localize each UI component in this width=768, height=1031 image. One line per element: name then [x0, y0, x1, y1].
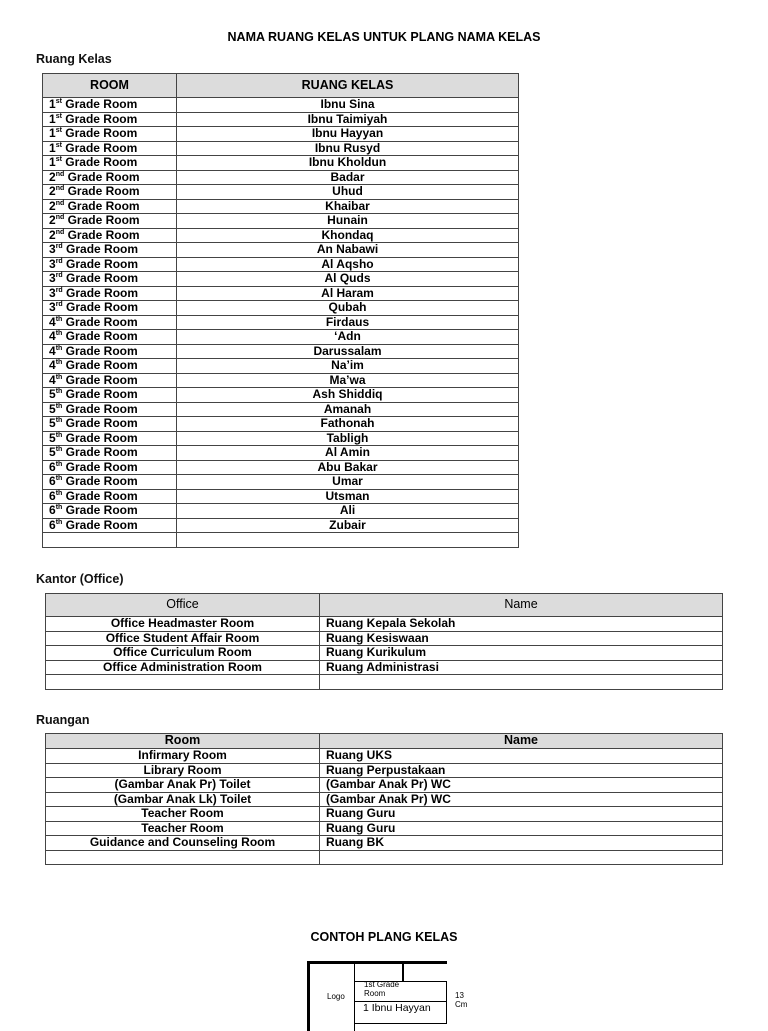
grade-room-label: Grade Room [67, 169, 140, 184]
grade-room-label: Grade Room [66, 285, 139, 300]
empty-row [43, 533, 519, 548]
grade-number: 2 [49, 184, 56, 198]
ruang-kelas-cell: Al Quds [177, 272, 519, 287]
ruang-kelas-cell: An Nabawi [177, 243, 519, 258]
ruangan-table [45, 733, 723, 865]
grade-number: 4 [49, 358, 56, 372]
sign-size-label: 13 Cm [455, 991, 468, 1009]
room-cell [43, 257, 177, 272]
grade-room-label: Grade Room [67, 213, 140, 227]
document-title: NAMA RUANG KELAS UNTUK PLANG NAMA KELAS [227, 30, 541, 44]
grade-room-label: Grade Room [65, 358, 138, 372]
table-row [43, 446, 519, 461]
ruang-kelas-cell: Ma’wa [177, 373, 519, 388]
grade-number: 1 [49, 97, 56, 111]
room-cell [43, 431, 177, 446]
ruang-kelas-cell: Uhud [177, 185, 519, 200]
table-row [46, 631, 723, 646]
grade-number: 6 [49, 488, 56, 503]
table-row [43, 518, 519, 533]
grade-number: 3 [49, 242, 56, 256]
room-cell [43, 199, 177, 214]
room-cell [43, 518, 177, 533]
table-row [43, 504, 519, 519]
room-cell: Infirmary Room [46, 749, 320, 764]
grade-ordinal: st [55, 156, 62, 163]
table-row [43, 286, 519, 301]
table-row [46, 617, 723, 632]
ruang-kelas-cell: Ibnu Kholdun [177, 156, 519, 171]
column-header-room: ROOM [43, 74, 177, 98]
name-cell: Ruang Kepala Sekolah [320, 617, 723, 632]
room-cell [43, 475, 177, 490]
ruang-kelas-cell: Na’im [177, 359, 519, 374]
room-cell [43, 446, 177, 461]
grade-ordinal: th [55, 431, 63, 439]
empty-row [46, 850, 723, 865]
ruang-kelas-cell: Khaibar [177, 199, 519, 214]
room-cell [43, 170, 177, 185]
sign-divider-top [402, 961, 404, 981]
grade-room-label: Grade Room [65, 111, 138, 126]
ruang-kelas-cell: Ibnu Taimiyah [177, 112, 519, 127]
grade-room-label: Grade Room [65, 329, 138, 343]
grade-ordinal: rd [55, 272, 63, 279]
grade-ordinal: nd [55, 185, 65, 192]
table-row [43, 344, 519, 359]
grade-number: 5 [49, 430, 56, 445]
grade-room-label: Grade Room [66, 300, 139, 314]
table-row [43, 228, 519, 243]
room-cell: Office Administration Room [46, 660, 320, 675]
grade-room-label: Grade Room [65, 126, 138, 140]
grade-number: 1 [49, 126, 56, 140]
grade-ordinal: th [55, 402, 63, 410]
grade-ordinal: th [55, 460, 63, 468]
grade-ordinal: th [55, 489, 63, 497]
grade-number: 3 [49, 271, 56, 285]
table-row [43, 402, 519, 417]
name-cell: (Gambar Anak Pr) WC [320, 778, 723, 793]
column-header-office: Office [46, 594, 320, 617]
ruang-kelas-cell: Ibnu Hayyan [177, 127, 519, 142]
grade-ordinal: th [55, 446, 63, 453]
table-row [43, 243, 519, 258]
sign-right-border [446, 981, 447, 1024]
room-cell [43, 359, 177, 374]
table-row [43, 330, 519, 345]
grade-ordinal: nd [55, 228, 65, 236]
column-header-name: Name [320, 594, 723, 617]
room-cell [43, 460, 177, 475]
room-cell [43, 112, 177, 127]
room-cell: Office Student Affair Room [46, 631, 320, 646]
table-row [43, 185, 519, 200]
grade-ordinal: rd [55, 286, 63, 294]
grade-room-label: Grade Room [67, 198, 140, 213]
table-row [43, 112, 519, 127]
room-cell: Library Room [46, 763, 320, 778]
grade-number: 2 [49, 169, 56, 184]
grade-number: 4 [49, 343, 56, 358]
table-row [43, 301, 519, 316]
table-row [46, 646, 723, 661]
grade-ordinal: rd [55, 243, 63, 250]
table-row [43, 272, 519, 287]
grade-ordinal: st [55, 98, 62, 105]
room-cell [43, 272, 177, 287]
grade-ordinal: th [55, 359, 63, 366]
section-ruangan: Ruangan [36, 713, 90, 727]
table-row [43, 170, 519, 185]
grade-room-label: Grade Room [65, 387, 138, 401]
grade-ordinal: th [55, 330, 63, 337]
grade-room-label: Grade Room [65, 430, 138, 445]
grade-number: 5 [49, 445, 56, 459]
name-cell: Ruang Kurikulum [320, 646, 723, 661]
table-row [46, 836, 723, 851]
room-cell [43, 127, 177, 142]
sign-room-name: 1 Ibnu Hayyan [363, 1002, 431, 1014]
name-cell: (Gambar Anak Pr) WC [320, 792, 723, 807]
empty-cell [46, 850, 320, 865]
room-cell [43, 315, 177, 330]
grade-ordinal: th [55, 475, 63, 482]
table-row [46, 749, 723, 764]
table-row [43, 315, 519, 330]
name-cell: Ruang Guru [320, 807, 723, 822]
empty-row [46, 675, 723, 690]
table-row [46, 763, 723, 778]
grade-ordinal: nd [55, 214, 65, 221]
grade-number: 1 [49, 155, 56, 169]
ruang-kelas-cell: Khondaq [177, 228, 519, 243]
grade-number: 4 [49, 372, 56, 387]
grade-room-label: Grade Room [65, 474, 138, 488]
grade-room-label: Grade Room [65, 459, 138, 474]
ruang-kelas-cell: Fathonah [177, 417, 519, 432]
ruang-kelas-cell: Tabligh [177, 431, 519, 446]
table-row [46, 821, 723, 836]
grade-ordinal: st [55, 141, 62, 149]
empty-cell [46, 675, 320, 690]
grade-number: 6 [49, 474, 56, 488]
table-row [43, 359, 519, 374]
grade-ordinal: st [55, 112, 62, 120]
section-kantor-office: Kantor (Office) [36, 572, 124, 586]
grade-ordinal: rd [55, 301, 63, 308]
room-cell [43, 228, 177, 243]
grade-number: 5 [49, 401, 56, 416]
room-cell: Office Headmaster Room [46, 617, 320, 632]
ruang-kelas-cell: Al Haram [177, 286, 519, 301]
name-cell: Ruang Kesiswaan [320, 631, 723, 646]
room-cell: (Gambar Anak Pr) Toilet [46, 778, 320, 793]
section-ruang-kelas: Ruang Kelas [36, 52, 112, 66]
ruang-kelas-cell: Ibnu Sina [177, 98, 519, 113]
grade-room-label: Grade Room [66, 242, 139, 256]
grade-room-label: Grade Room [65, 416, 138, 430]
sign-grade-room-label: 1st Grade Room [364, 980, 400, 998]
grade-ordinal: th [55, 518, 63, 526]
grade-ordinal: nd [55, 199, 65, 207]
grade-number: 2 [49, 213, 56, 227]
table-row [43, 127, 519, 142]
room-cell [43, 504, 177, 519]
room-cell [43, 243, 177, 258]
room-cell: Teacher Room [46, 821, 320, 836]
grade-room-label: Grade Room [66, 271, 139, 285]
room-cell [43, 301, 177, 316]
grade-number: 6 [49, 459, 56, 474]
grade-ordinal: th [55, 504, 63, 511]
ruang-kelas-cell: ‘Adn [177, 330, 519, 345]
room-cell [43, 402, 177, 417]
contoh-title: CONTOH PLANG KELAS [310, 930, 458, 944]
room-cell: (Gambar Anak Lk) Toilet [46, 792, 320, 807]
room-cell [43, 156, 177, 171]
column-header-room: Room [46, 734, 320, 749]
grade-room-label: Grade Room [65, 155, 138, 169]
ruang-kelas-table [42, 73, 519, 548]
name-cell: Ruang Perpustakaan [320, 763, 723, 778]
room-cell [43, 330, 177, 345]
grade-room-label: Grade Room [65, 401, 138, 416]
grade-number: 5 [49, 387, 56, 401]
grade-ordinal: th [55, 373, 63, 381]
grade-room-label: Grade Room [65, 488, 138, 503]
grade-number: 4 [49, 314, 56, 329]
column-header-ruang-kelas: RUANG KELAS [177, 74, 519, 98]
grade-number: 2 [49, 198, 56, 213]
grade-ordinal: st [55, 127, 62, 134]
table-row [43, 475, 519, 490]
sign-divider [354, 961, 355, 1031]
grade-number: 2 [49, 227, 56, 242]
grade-room-label: Grade Room [66, 256, 139, 271]
table-row [43, 460, 519, 475]
grade-ordinal: th [55, 344, 63, 352]
table-row [46, 778, 723, 793]
grade-number: 3 [49, 285, 56, 300]
sign-top-border [307, 961, 447, 964]
empty-cell [177, 533, 519, 548]
ruang-kelas-cell: Abu Bakar [177, 460, 519, 475]
grade-ordinal: th [55, 388, 63, 395]
grade-number: 5 [49, 416, 56, 430]
grade-ordinal: rd [55, 257, 63, 265]
table-row [43, 199, 519, 214]
ruang-kelas-cell: Darussalam [177, 344, 519, 359]
ruang-kelas-cell: Qubah [177, 301, 519, 316]
table-row [43, 373, 519, 388]
empty-cell [43, 533, 177, 548]
empty-cell [320, 675, 723, 690]
ruang-kelas-cell: Ash Shiddiq [177, 388, 519, 403]
grade-ordinal: th [55, 417, 63, 424]
grade-room-label: Grade Room [65, 97, 138, 111]
grade-number: 1 [49, 111, 56, 126]
grade-room-label: Grade Room [67, 227, 140, 242]
grade-room-label: Grade Room [65, 343, 138, 358]
table-row [43, 156, 519, 171]
table-row [43, 141, 519, 156]
ruang-kelas-cell: Umar [177, 475, 519, 490]
sign-example [307, 961, 468, 1031]
room-cell [43, 489, 177, 504]
ruang-kelas-cell: Al Amin [177, 446, 519, 461]
grade-number: 6 [49, 517, 56, 532]
table-row [46, 807, 723, 822]
table-row [43, 98, 519, 113]
ruang-kelas-cell: Utsman [177, 489, 519, 504]
name-cell: Ruang Administrasi [320, 660, 723, 675]
grade-ordinal: th [55, 315, 63, 323]
room-cell [43, 214, 177, 229]
sign-logo-label: Logo [327, 992, 345, 1001]
grade-ordinal: nd [55, 170, 65, 178]
room-cell: Guidance and Counseling Room [46, 836, 320, 851]
ruang-kelas-cell: Zubair [177, 518, 519, 533]
room-cell [43, 388, 177, 403]
room-cell [43, 373, 177, 388]
room-cell [43, 417, 177, 432]
column-header-name: Name [320, 734, 723, 749]
grade-room-label: Grade Room [65, 503, 138, 517]
ruang-kelas-cell: Firdaus [177, 315, 519, 330]
name-cell: Ruang Guru [320, 821, 723, 836]
table-row [43, 489, 519, 504]
table-row [46, 792, 723, 807]
grade-number: 6 [49, 503, 56, 517]
empty-cell [320, 850, 723, 865]
grade-room-label: Grade Room [65, 314, 138, 329]
ruang-kelas-cell: Ali [177, 504, 519, 519]
grade-room-label: Grade Room [65, 372, 138, 387]
room-cell [43, 185, 177, 200]
grade-room-label: Grade Room [65, 140, 138, 155]
room-cell: Office Curriculum Room [46, 646, 320, 661]
office-table [45, 593, 723, 690]
table-row [43, 431, 519, 446]
grade-number: 4 [49, 329, 56, 343]
grade-number: 3 [49, 300, 56, 314]
grade-room-label: Grade Room [65, 517, 138, 532]
table-row [46, 660, 723, 675]
room-cell [43, 141, 177, 156]
ruang-kelas-cell: Ibnu Rusyd [177, 141, 519, 156]
name-cell: Ruang UKS [320, 749, 723, 764]
room-cell: Teacher Room [46, 807, 320, 822]
grade-number: 1 [49, 140, 56, 155]
room-cell [43, 286, 177, 301]
grade-room-label: Grade Room [65, 445, 138, 459]
ruang-kelas-cell: Badar [177, 170, 519, 185]
table-row [43, 417, 519, 432]
table-row [43, 214, 519, 229]
grade-number: 3 [49, 256, 56, 271]
grade-room-label: Grade Room [67, 184, 140, 198]
table-row [43, 388, 519, 403]
table-row [43, 257, 519, 272]
sign-left-border [307, 961, 310, 1031]
ruang-kelas-cell: Al Aqsho [177, 257, 519, 272]
room-cell [43, 98, 177, 113]
name-cell: Ruang BK [320, 836, 723, 851]
ruang-kelas-cell: Amanah [177, 402, 519, 417]
room-cell [43, 344, 177, 359]
ruang-kelas-cell: Hunain [177, 214, 519, 229]
